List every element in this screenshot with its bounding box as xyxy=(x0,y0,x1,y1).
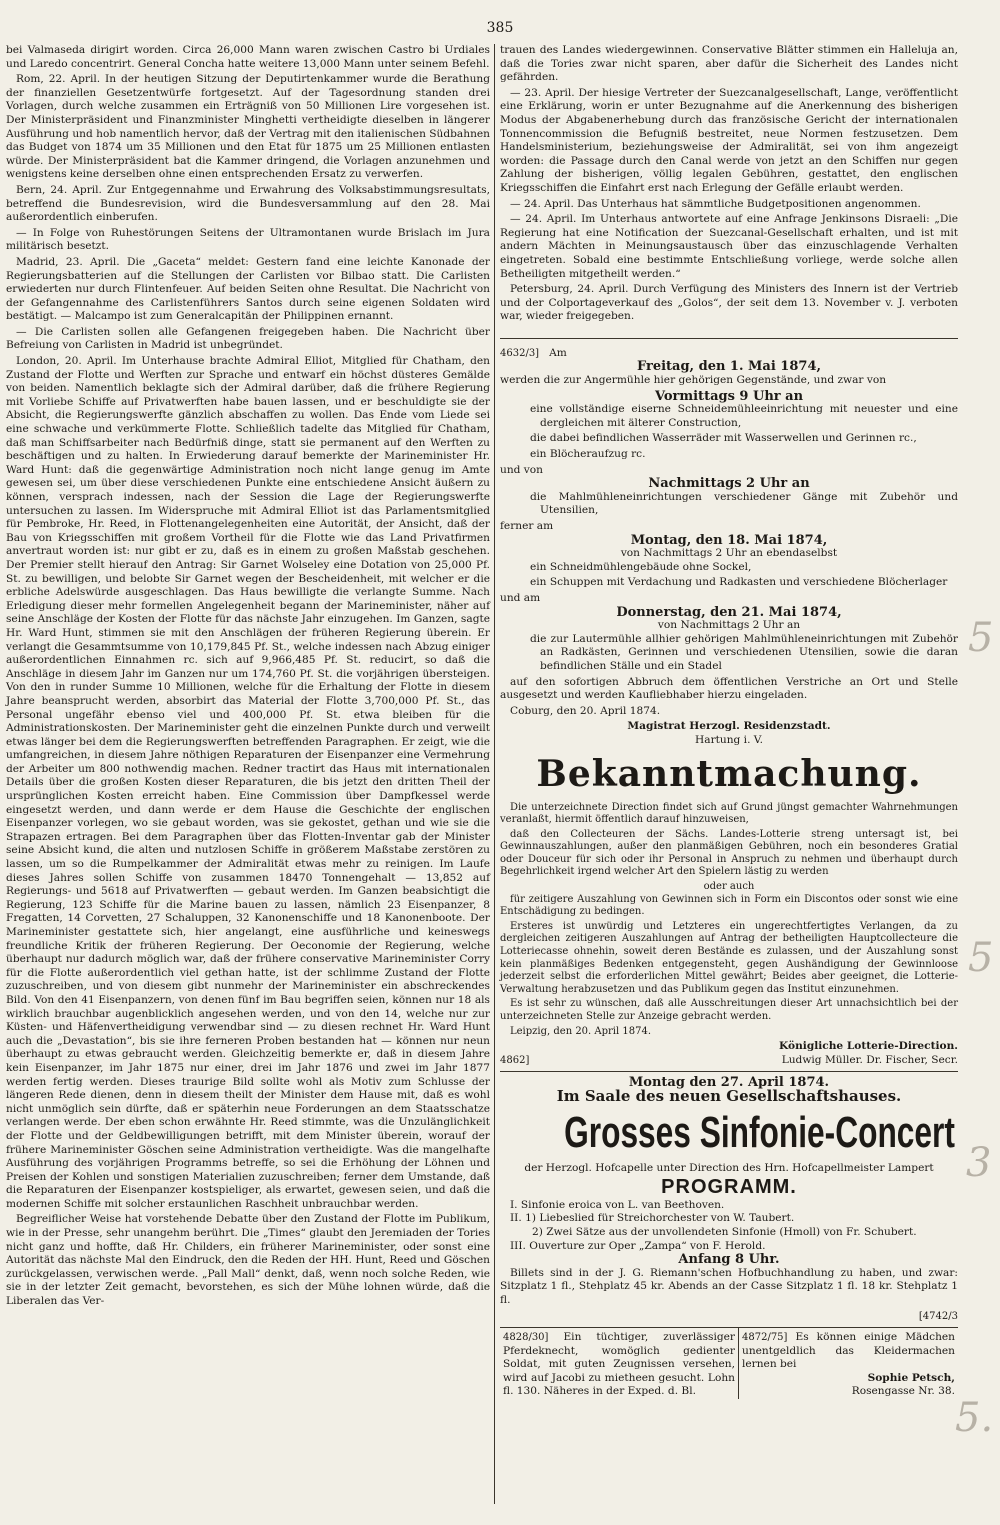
section-divider xyxy=(500,1071,958,1072)
concert-tickets: Billets sind in der J. G. Riemann'schen Hofbuchhandlung zu haben, und zwar: Sitzplatz 1 fl., Stehplatz 45 kr. Abends an der Casse Sitzplatz 1 fl. 18 kr. Stehplatz 1 fl. xyxy=(500,1266,958,1306)
auction-und-am: und am xyxy=(500,591,541,604)
concert-date: Montag den 27. April 1874. xyxy=(628,1075,830,1091)
news-article: bei Valmaseda dirigirt worden. Circa 26,000 Mann waren zwischen Castro bi Urdiales und Laredo concentrirt. General Concha hatte weitere 13,000 Mann unter seinem Befehl. xyxy=(6,44,490,70)
auction-date-3: Donnerstag, den 21. Mai 1874, xyxy=(616,604,842,620)
announcement-text: daß den Collecteuren der Sächs. Landes-Lotterie streng untersagt ist, bei Gewinnauszahlungen, außer den planmäßigen Gebühren, noch ein besonderes Gratial oder Douceur für sich oder ihr Personal in Anspruch zu nehmen und überhaupt durch Begehrlichkeit irgend welcher Art den Spielern lästig zu werden xyxy=(500,828,958,878)
small-ad-name: Sophie Petsch, xyxy=(867,1371,955,1384)
announcement-place-date: Leipzig, den 20. April 1874. xyxy=(510,1025,652,1037)
auction-item: die Mahlmühleneinrichtungen verschiedener Gänge mit Zubehör und Utensilien, xyxy=(530,490,958,517)
auction-intro: werden die zur Angermühle hier gehörigen Gegenstände, und zwar von xyxy=(500,374,887,387)
announcement-text: Ersteres ist unwürdig und Letzteres ein ungerechtfertigtes Verlangen, da zu dergleichen zeitigeren Auszahlungen auf Antrag der betheiligten Hauptcollecteure die Lotteriecasse ohnehin, soweit deren Bestände es zulassen, und der Auszahlung sonst kein planmäßiges Bedenken entgegensteht, gegen Aushändigung der Gewinnloose jederzeit selbst die erforderlichen Mittel gewährt; Beides aber geeignet, die Lotterie-Verwaltung herabzusetzen und das Publikum gegen das Institut einzunehmen. xyxy=(500,920,958,995)
margin-mark: 3 xyxy=(966,1140,992,1186)
news-article: — 24. April. Das Unterhaus hat sämmtliche Budgetpositionen angenommen. xyxy=(510,197,921,210)
news-article: Rom, 22. April. In der heutigen Sitzung der Deputirtenkammer wurde die Berathung der finanziellen Gesetzentwürfe fortgesetzt. Auf der Tagesordnung standen drei Vorlagen, durch welche zusammen ein Erträgniß von 50 Millionen Lire vorgesehen ist. Der Ministerpräsident und Finanzminister Minghetti vertheidigte dieselben in längerer Ausführung und hob namentlich hervor, daß der Vertrag mit den italienischen Südbahnen das Budget von 1874 um 35 Millionen und den Etat für 1875 um 25 Millionen entlasten würde. Der Ministerpräsident bat die Kammer dringend, die Vorlagen anzunehmen und wenigstens keine derselben ohne einen entsprechenden Ersatz zu verwerfen. xyxy=(6,73,490,181)
notice-ref: 4632/3] xyxy=(500,347,540,359)
small-ad-address: Rosengasse Nr. 38. xyxy=(851,1385,955,1398)
program-heading: PROGRAMM. xyxy=(661,1176,797,1199)
auction-time-2: Nachmittags 2 Uhr an xyxy=(648,476,810,492)
news-article: — 23. April. Der hiesige Vertreter der Suezcanalgesellschaft, Lange, veröffentlicht eine Erklärung, worin er unter Bezugnahme auf die Anerkennung des bisherigen Modus der Abgabenerhebung durch das französische Gericht der internationalen Tonnencommission die Befugniß bestreitet, neue Normen festzusetzen. Dem Handelsministerium, beziehungsweise der Admiralität, sei von ihm angezeigt worden: die Passage durch den Canal werde von jetzt an den Schiffen nur gegen Zahlung der bisherigen, völlig legalen Gebühren, gestattet, den englischen Kriegsschiffen die Einfahrt erst nach Erlegung der Gefälle erlaubt werden. xyxy=(500,86,958,194)
concert-venue: Im Saale des neuen Gesellschaftshauses. xyxy=(556,1086,902,1105)
notice-am: Am xyxy=(549,346,567,359)
announcement xyxy=(500,752,958,1068)
program-item: I. Sinfonie eroica von L. van Beethoven. xyxy=(510,1198,725,1211)
news-article: London, 20. April. Im Unterhause brachte Admiral Elliot, Mitglied für Chatham, den Zustand der Flotte und Werften zur Sprache und entwarf ein höchst düsteres Gemälde von beiden. Namentlich beklagte sich der Admiral darüber, daß die frühere Regierung mit Vorliebe Schiffe auf Privatwerften habe bauen lassen, und er beschuldigte sie der Absicht, die Regierungswerfte gänzlich abschaffen zu wollen. Das Ende vom Liede sei eine schwache und verkümmerte Flotte. Schließlich tadelte das Mitglied für Chatham, daß man Schiffsarbeiter nach Bedürfniß dinge, statt sie permanent auf den Werften zu beschäftigen und zu halten. In Erwiederung darauf bemerkte der Marineminister Hr. Ward Hunt: daß die gegenwärtige Administration noch nicht lange genug im Amte gewesen sei, um über diese verschiedenen Punkte eine entschiedene Ansicht äußern zu können, versprach indessen, nach der Session die Lage der Regierungswerfte untersuchen zu lassen. Im Widerspruche mit Admiral Elliot ist das Parlamentsmitglied für Pembroke, Hr. Reed, in Flottenangelegenheiten eine Autorität, der Ansicht, daß der Bau von Kriegsschiffen mit großem Vortheil für die Flotte wie das Land Privatfirmen anvertraut worden ist: nur gibt er zu, daß es in einem zu großen Maßstab geschehen. Der Premier stellt hierauf den Antrag: Sir Garnet Wolseley eine Dotation von 25,000 Pf. St. zu bewilligen, und belobte Sir Garnet wegen der Bescheidenheit, mit welcher er die erbliche Adelswürde ausgeschlagen. Das Haus bewilligte die verlangte Summe. Nach Erledigung dieser mehr formellen Angelegenheit begann der Marineminister, näher auf seine Anschläge der Kosten der Flotte für das nächste Jahr einzugehen. Im Ganzen, sagte Hr. Ward Hunt, stimmen sie mit den Anschlägen der früheren Regierung überein. Er verlangt die Gesammtsumme von 10,179,845 Pf. St., welche indessen nach Abzug einiger außerordentlichen Einnahmen rc. sich auf 9,966,485 Pf. St. reducirt, so daß die Anschläge in diesem Jahr im Ganzen nur um 174,760 Pf. St. die vorjährigen übersteigen. Von den in runder Summe 10 Millionen, welche für die Erhaltung der Flotte in diesem Jahre beansprucht werden, absorbirt das Material der Flotte 3,700,000 Pf. St., das Personal ungefähr ebenso viel und 400,000 Pf. St. etwa bleiben für die Administrationskosten. Der Marineminister geht die einzelnen Punkte durch und verweilt etwas länger bei dem die Regierungswerften betreffenden Paragraphen. Er zeigt, wie die umfangreichen, in diesem Jahre nöthigen Reparaturen der Eisenpanzer eine Vermehrung der Arbeiter um 800 nothwendig machen. Redner tractirt das Haus mit internationalen Details über die großen Kosten dieser Reparaturen, die bis jetzt den dritten Theil der ursprünglichen Kosten erreicht haben. Eine Commission über Dampfkessel werde eingesetzt werden, und dann werde er dem Hause die Geschichte der englischen Eisenpanzer vorlegen, wo sie gebaut worden, was sie gekostet, gethan und wie sie die Strapazen ertragen. Bei dem Paragraphen über das Flotten-Inventar gab der Minister seine Absicht kund, die alten und nutzlosen Schiffe in größerem Maßstabe zerstören zu lassen, um so die Rumpelkammer der Admiralität etwas mehr zu reinigen. Im Laufe dieses Jahres sollen Schiffe von zusammen 18470 Tonnengehalt — 13,852 auf Regierungs- und 5618 auf Privatwerften — gebaut werden. Im Ganzen beabsichtigt die Regierung, 123 Schiffe für die Marine bauen zu lassen, nämlich 23 Eisenpanzer, 8 Fregatten, 14 Corvetten, 27 Schaluppen, 32 Kanonenschiffe und 18 Kanonenboote. Der Marineminister gestattete sich, hier angelangt, eine ausführliche und keineswegs freundliche Kritik der früheren Regierung. Der Oeconomie der Regierung, welche überhaupt nur dadurch möglich war, daß der frühere conservative Marineminister Corry für die Flotte außerordentlich viel gethan hatte, ist der schlimme Zustand der Flotte zuzuschreiben, und von diesem gibt nunmehr der Marineminister ein abschreckendes Bild. Von den 41 Eisenpanzern, von denen fünf im Bau begriffen seien, können nur 18 als wirklich brauchbar augenblicklich angesehen werden, und von den 14, welche nur zur Küsten- und Häfenvertheidigung verwendbar sind — zu diesen rechnet Hr. Ward Hunt auch die „Devastation“, bis sie ihre ferneren Proben bestanden hat — können nur neun überhaupt zu etwas gebraucht werden. Gleichzeitig bemerkte er, daß in diesem Jahre kein Eisenpanzer, im Jahr 1875 nur einer, drei im Jahr 1876 und zwei im Jahr 1877 werden fertig werden. Dieses traurige Bild sollte wohl als Motiv zum Schlusse der längeren Rede dienen, denn in diesem theilt der Minister dem Hause mit, daß es wohl nicht unmöglich sein dürfte, daß er späterhin neue Forderungen an dem Staatsschatze verlangen werde. Der eben schon erwähnte Hr. Reed stimmte, was die Unzulänglichkeit der Flotte und der Geldbewilligungen betrifft, mit dem Minister überein, worauf der frühere Marineminister Göschen seine Administration vertheidigte. Was die mangelhafte Ausführung des vorjährigen Programms betreffe, so sei die Erhöhung der Löhnen und Preisen der Kohlen und sonstigen Materialien zuzuschreiben; ferner dem Umstande, daß die Reparaturen der Eisenpanzer kostspieliger, als erwartet, gewesen seien, und daß die modernen Schiffe mit solcher erstaunlichen Raschheit unbrauchbar werden. xyxy=(6,355,490,1210)
left-column xyxy=(6,44,490,1311)
concert-ad xyxy=(500,1076,958,1323)
small-ad-ref: 4828/30] xyxy=(503,1332,549,1344)
auction-item: ein Schuppen mit Verdachung und Radkasten und verschiedene Blöcherlager xyxy=(530,576,948,589)
small-ad-text: Ein tüchtiger, zuverlässiger Pferdeknecht, womöglich gedienter Soldat, mit guten Zeugnissen versehen, wird auf Jacobi zu mietheen gesucht. Lohn fl. 130. Näheres in der Exped. d. Bl. xyxy=(503,1331,735,1398)
small-ad-text: Es können einige Mädchen unentgeldlich das Kleidermachen lernen bei xyxy=(742,1331,955,1371)
news-article: — In Folge von Ruhestörungen Seitens der Ultramontanen wurde Brislach im Jura militärisch besetzt. xyxy=(6,226,490,253)
concert-ref: [4742/3 xyxy=(918,1310,958,1322)
concert-title: Grosses Sinfonie-Concert xyxy=(564,1107,955,1157)
section-divider xyxy=(500,338,958,339)
announcement-ref: 4862] xyxy=(500,1054,530,1066)
auction-time-1: Vormittags 9 Uhr an xyxy=(654,388,804,404)
program-item: II. 1) Liebeslied für Streichorchester von W. Taubert. xyxy=(510,1212,795,1225)
auction-date-2: Montag, den 18. Mai 1874, xyxy=(630,532,828,548)
auction-item: ein Blöcheraufzug rc. xyxy=(530,448,646,461)
margin-mark: 5. xyxy=(955,1395,994,1441)
announcement-text: Die unterzeichnete Direction findet sich auf Grund jüngst gemachter Wahrnehmungen veranlaßt, hiermit öffentlich darauf hinzuweisen, xyxy=(500,801,958,826)
small-ad-stablehand xyxy=(500,1328,739,1399)
news-article: — Die Carlisten sollen alle Gefangenen freigegeben haben. Die Nachricht über Befreiung von Carlisten in Madrid ist unbegründet. xyxy=(6,325,490,352)
auction-signer-name: Hartung i. V. xyxy=(695,733,763,746)
announcement-oder: oder auch xyxy=(703,881,755,893)
announcement-text: für zeitigere Auszahlung von Gewinnen sich in Form ein Discontos oder sonst wie eine Entschädigung zu bedingen. xyxy=(500,893,958,918)
small-ad-dressmaking xyxy=(739,1328,958,1399)
news-article: trauen des Landes wiedergewinnen. Conservative Blätter stimmen ein Halleluja an, daß die Tories zwar nicht sparen, aber dafür die Sicherheit des Landes nicht gefährden. xyxy=(500,44,958,84)
margin-mark: 5 xyxy=(968,935,994,981)
column-divider xyxy=(494,44,495,1504)
news-article: Bern, 24. April. Zur Entgegennahme und Erwahrung des Volksabstimmungsresultats, betreffend die Bundesrevision, wird die Bundesversammlung auf den 28. Mai außerordentlich einberufen. xyxy=(6,183,490,224)
small-ad-ref: 4872/75] xyxy=(742,1332,788,1344)
announcement-names: Ludwig Müller. Dr. Fischer, Secr. xyxy=(781,1053,958,1066)
news-article: Madrid, 23. April. Die „Gaceta“ meldet: Gestern fand eine leichte Kanonade der Regierungsbatterien auf die Stellungen der Carlisten vor Bilbao statt. Die Carlisten erwiederten nur durch Flintenfeuer. Auf beiden Seiten ohne Resultat. Die Nachricht von der Gefangennahme des Carlistenführers Santos durch seine eigenen Soldaten wird bestätigt. — Malcampo ist zum Generalcapitän der Philippinen ernannt. xyxy=(6,255,490,323)
auction-place-date: Coburg, den 20. April 1874. xyxy=(510,704,661,717)
auction-item: die zur Lautermühle allhier gehörigen Mahlmühleneinrichtungen mit Zubehör an Radkästen, Gerinnen und verschiedenen Utensilien, sowie die daran befindlichen Ställe und ein Stadel xyxy=(530,632,958,672)
auction-notice xyxy=(500,347,958,748)
auction-item: eine vollständige eiserne Schneidemühleeinrichtung mit neuester und eine dergleichen mit älterer Construction, xyxy=(530,403,958,429)
small-ads-row xyxy=(500,1327,958,1399)
news-article: Begreiflicher Weise hat vorstehende Debatte über den Zustand der Flotte im Publikum, wie in der Presse, sehr unangehm berührt. Die „Times“ glaubt den Jeremiaden der Tories nicht ganz und hoffte, daß Hr. Childers, ein früherer Marineminister, oder sonst eine Autorität das nächste Mal den Eindruck, den die Reden der HH. Hunt, Reed und Göschen zurückgelassen, verwischen werde. „Pall Mall“ denkt, daß, wenn noch solche Reden, wie sie in der letzter Zeit gemacht, bevorstehen, es sich der Mühe lohnen würde, daß die Liberalen das Ver- xyxy=(6,1213,490,1308)
news-article: — 24. April. Im Unterhaus antwortete auf eine Anfrage Jenkinsons Disraeli: „Die Regierung hat eine Notification der Suezcanal-Gesellschaft erhalten, und ist mit andern Mächten in Meinungsaustausch über das einzuschlagende Verhalten eingetreten. Sobald eine bestimmte Entschließung vorliege, werde solche allen Betheiligten mitgetheilt werden.“ xyxy=(500,213,958,280)
auction-time-3: von Nachmittags 2 Uhr an ebendaselbst xyxy=(620,547,838,560)
auction-signer: Magistrat Herzogl. Residenzstadt. xyxy=(627,720,831,733)
auction-ferner-am: ferner am xyxy=(500,520,554,532)
program-item: 2) Zwei Sätze aus der unvollendeten Sinfonie (Hmoll) von Fr. Schubert. xyxy=(532,1225,917,1238)
concert-subtitle: der Herzogl. Hofcapelle unter Direction des Hrn. Hofcapellmeister Lampert xyxy=(524,1161,934,1174)
auction-closing: auf den sofortigen Abbruch dem öffentlichen Verstriche an Ort und Stelle ausgesetzt und werden Kaufliebhaber hierzu eingeladen. xyxy=(500,675,958,702)
announcement-text: Es ist sehr zu wünschen, daß alle Ausschreitungen dieser Art unnachsichtlich bei der unterzeichneten Stelle zur Anzeige gebracht werden. xyxy=(500,998,958,1022)
concert-start: Anfang 8 Uhr. xyxy=(678,1252,780,1268)
right-column xyxy=(500,44,958,1399)
announcement-title: Bekanntmachung. xyxy=(536,752,922,795)
program-item: III. Ouverture zur Oper „Zampa“ von F. Herold. xyxy=(510,1239,766,1252)
margin-mark: 5 xyxy=(968,615,994,661)
page-number: 385 xyxy=(486,20,514,36)
auction-date-1: Freitag, den 1. Mai 1874, xyxy=(636,359,822,375)
auction-item: ein Schneidmühlengebäude ohne Sockel, xyxy=(530,560,752,573)
auction-item: die dabei befindlichen Wasserräder mit Wasserwellen und Gerinnen rc., xyxy=(530,432,917,445)
news-article: Petersburg, 24. April. Durch Verfügung des Ministers des Innern ist der Vertrieb und der Colportageverkauf des „Golos“, der seit dem 13. November v. J. verboten war, wieder freigegeben. xyxy=(500,283,958,323)
auction-time-4: von Nachmittags 2 Uhr an xyxy=(657,619,801,632)
announcement-signer: Königliche Lotterie-Direction. xyxy=(779,1040,958,1053)
auction-und-von: und von xyxy=(500,463,543,476)
